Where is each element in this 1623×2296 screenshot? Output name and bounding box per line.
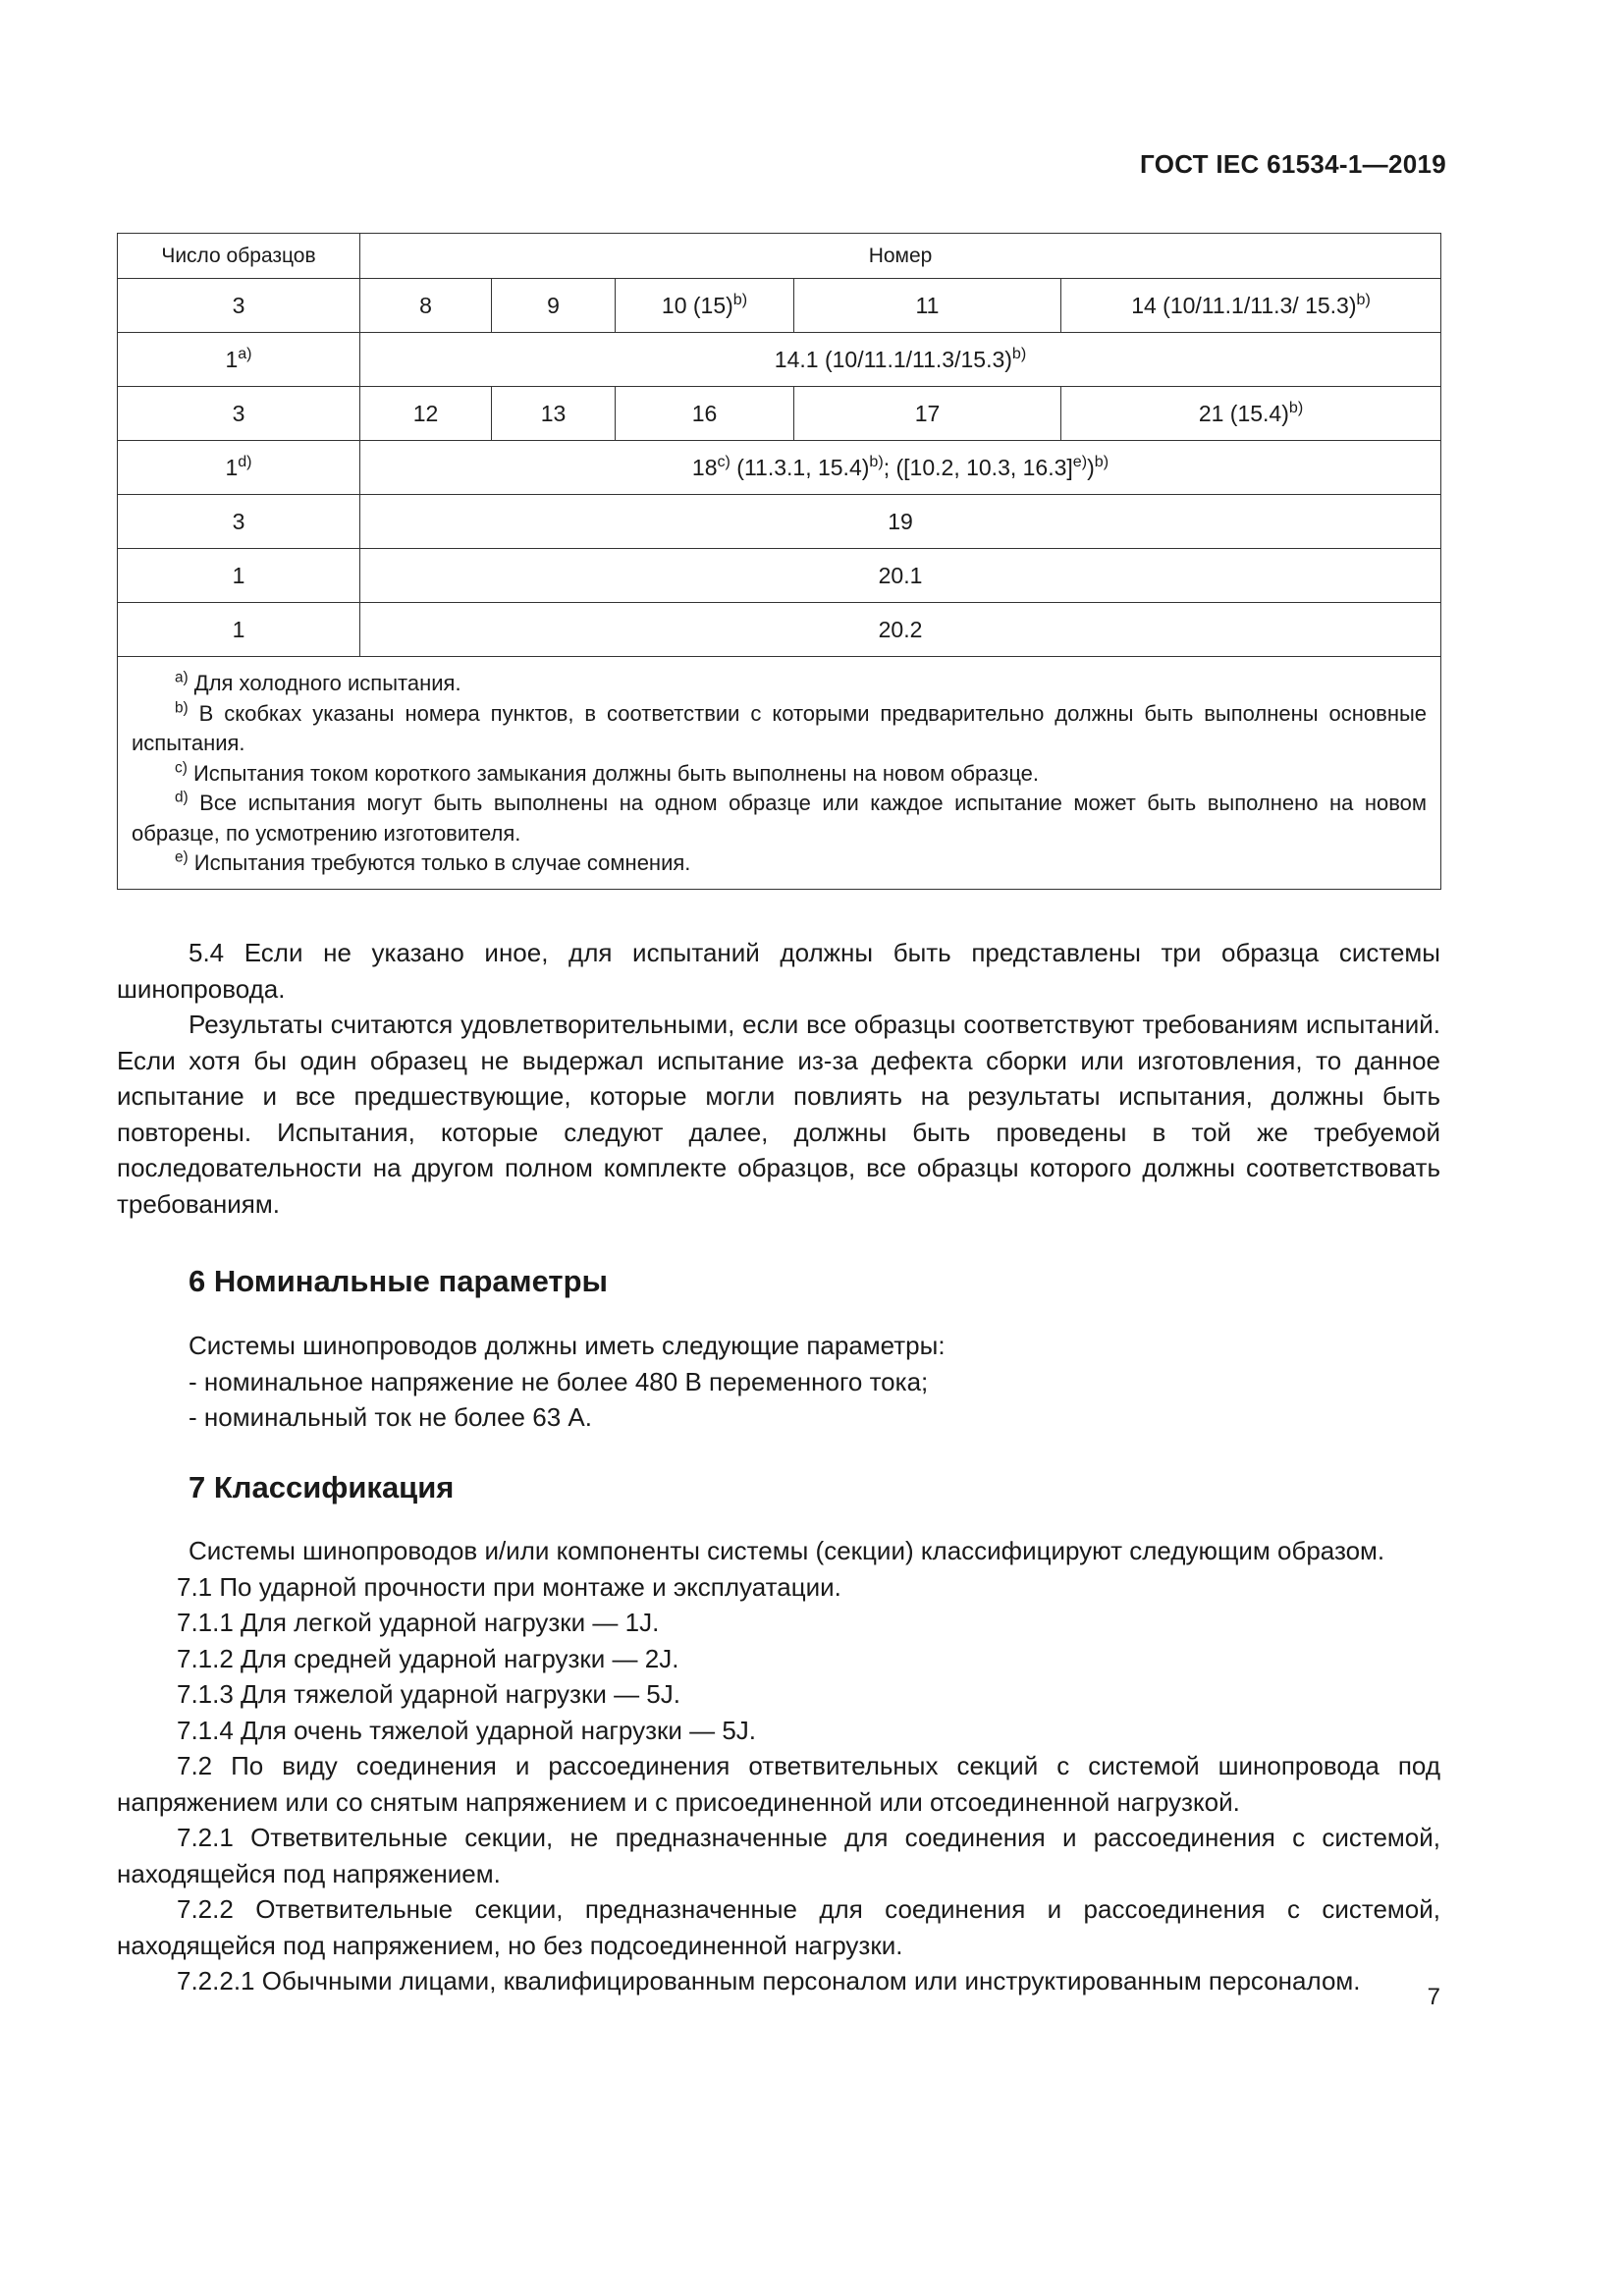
cell-count: 3	[118, 387, 360, 441]
cell: 16	[616, 387, 794, 441]
note-a: $^{a)}$ Для холодного испытания.	[175, 669, 461, 695]
section-6-body	[117, 1328, 1440, 1436]
paragraph-7-2-2: 7.2.2 Ответвительные секции, предназначенные для соединения и рассоединения с системой, находящейся под напряжением, но без подсоединенной нагрузки.	[117, 1894, 1440, 1960]
table-row	[118, 279, 1441, 333]
table-notes	[118, 657, 1441, 890]
cell: 8	[360, 279, 492, 333]
cell-count: 1	[118, 549, 360, 603]
cell-count: 3	[118, 495, 360, 549]
cell: 19	[360, 495, 1441, 549]
cell: 21 $(15.4)^{b)}$	[1061, 387, 1441, 441]
cell: 11	[794, 279, 1061, 333]
table-header-row	[118, 234, 1441, 279]
cell: 12	[360, 387, 492, 441]
paragraph-7-1-2: 7.1.2 Для средней ударной нагрузки — 2J.	[177, 1643, 679, 1673]
note-c: $^{c)}$ Испытания током короткого замыкания должны быть выполнены на новом образце.	[175, 759, 1040, 786]
heading-section-6: 6 Номинальные параметры	[189, 1264, 609, 1298]
paragraph-6: Системы шинопроводов должны иметь следующие параметры:	[189, 1331, 946, 1360]
note-d: $^{d)}$ Все испытания могут быть выполнены на одном образце или каждое испытание может быть выполнено на новом образце, по усмотрению изготовителя.	[132, 789, 1428, 846]
cell-count: 1$^{a)}$	[118, 333, 360, 387]
paragraph-7: Системы шинопроводов и/или компоненты системы (секции) классифицируют следующим образом.	[189, 1536, 1385, 1565]
paragraph-7-2-1: 7.2.1 Ответвительные секции, не предназначенные для соединения и рассоединения с системой, находящейся под напряжением.	[117, 1823, 1440, 1888]
section-5-4	[117, 935, 1440, 1222]
note-e: $^{e)}$ Испытания требуются только в случае сомнения.	[175, 848, 691, 875]
test-sequence-table	[117, 233, 1441, 890]
document-code: ГОСТ IEC 61534-1—2019	[1140, 149, 1446, 179]
cell: 20.2	[360, 603, 1441, 657]
paragraph-5-4: 5.4 Если не указано иное, для испытаний должны быть представлены три образца системы шинопровода.	[117, 938, 1440, 1004]
table-row	[118, 495, 1441, 549]
table-row	[118, 333, 1441, 387]
table-row	[118, 387, 1441, 441]
paragraph-7-1-4: 7.1.4 Для очень тяжелой ударной нагрузки — 5J.	[177, 1715, 757, 1745]
cell: 20.1	[360, 549, 1441, 603]
cell: 9	[492, 279, 616, 333]
page-number: 7	[1427, 1984, 1440, 2010]
section-6	[117, 1264, 1440, 1300]
paragraph-7-1-3: 7.1.3 Для тяжелой ударной нагрузки — 5J.	[177, 1679, 680, 1709]
cell: 10 $(15)^{b)}$	[616, 279, 794, 333]
paragraph-7-2-2-1: 7.2.2.1 Обычными лицами, квалифицированным персоналом или инструктированным персоналом.	[177, 1966, 1361, 1995]
table-row	[118, 549, 1441, 603]
heading-section-7: 7 Классификация	[189, 1470, 455, 1504]
paragraph-7-1-1: 7.1.1 Для легкой ударной нагрузки — 1J.	[177, 1608, 660, 1637]
paragraph-7-1: 7.1 По ударной прочности при монтаже и эксплуатации.	[177, 1571, 841, 1602]
cell: 17	[794, 387, 1061, 441]
cell-count: 1	[118, 603, 360, 657]
header-number: Номер	[360, 234, 1441, 279]
paragraph-7-2: 7.2 По виду соединения и рассоединения ответвительных секций с системой шинопровода под напряжением или со снятым напряжением и с присоединенной или отсоединенной нагрузкой.	[117, 1751, 1440, 1817]
table-notes-row	[118, 657, 1441, 890]
section-7-body	[117, 1533, 1440, 1999]
list-item: - номинальный ток не более 63 А.	[189, 1402, 592, 1432]
list-item: - номинальное напряжение не более 480 В переменного тока;	[189, 1366, 929, 1396]
cell-count: 3	[118, 279, 360, 333]
header-sample-count: Число образцов	[118, 234, 360, 279]
cell: 14.1 $(10/11.1/11.3/15.3)^{b)}$	[360, 333, 1441, 387]
cell: 18$^{c)}$ (11.3.1, 15.4)$^{b)}$; ([10.2, 10.3, 16.3]$^{e)}$)$^{b)}$	[360, 441, 1441, 495]
paragraph-results: Результаты считаются удовлетворительными, если все образцы соответствуют требованиям испытаний. Если хотя бы один образец не выдержал испытание из-за дефекта сборки или изготовления, то данное испытание и все предшествующие, которые могли повлиять на результаты испытания, должны быть повторены. Испытания, которые следуют далее, должны быть проведены в той же требуемой последовательности на другом полном комплекте образцов, все образцы которого должны соответствовать требованиям.	[117, 1010, 1440, 1219]
cell: 14 (10/11.1/11.3/ 15.3)$^{b)}$	[1061, 279, 1441, 333]
section-7	[117, 1470, 1440, 1506]
table-row	[118, 603, 1441, 657]
note-b: $^{b)}$ В скобках указаны номера пунктов, в соответствии с которыми предварительно должны быть выполнены основные испытания.	[132, 699, 1428, 755]
cell: 13	[492, 387, 616, 441]
cell-count: 1$^{d)}$	[118, 441, 360, 495]
table-row	[118, 441, 1441, 495]
